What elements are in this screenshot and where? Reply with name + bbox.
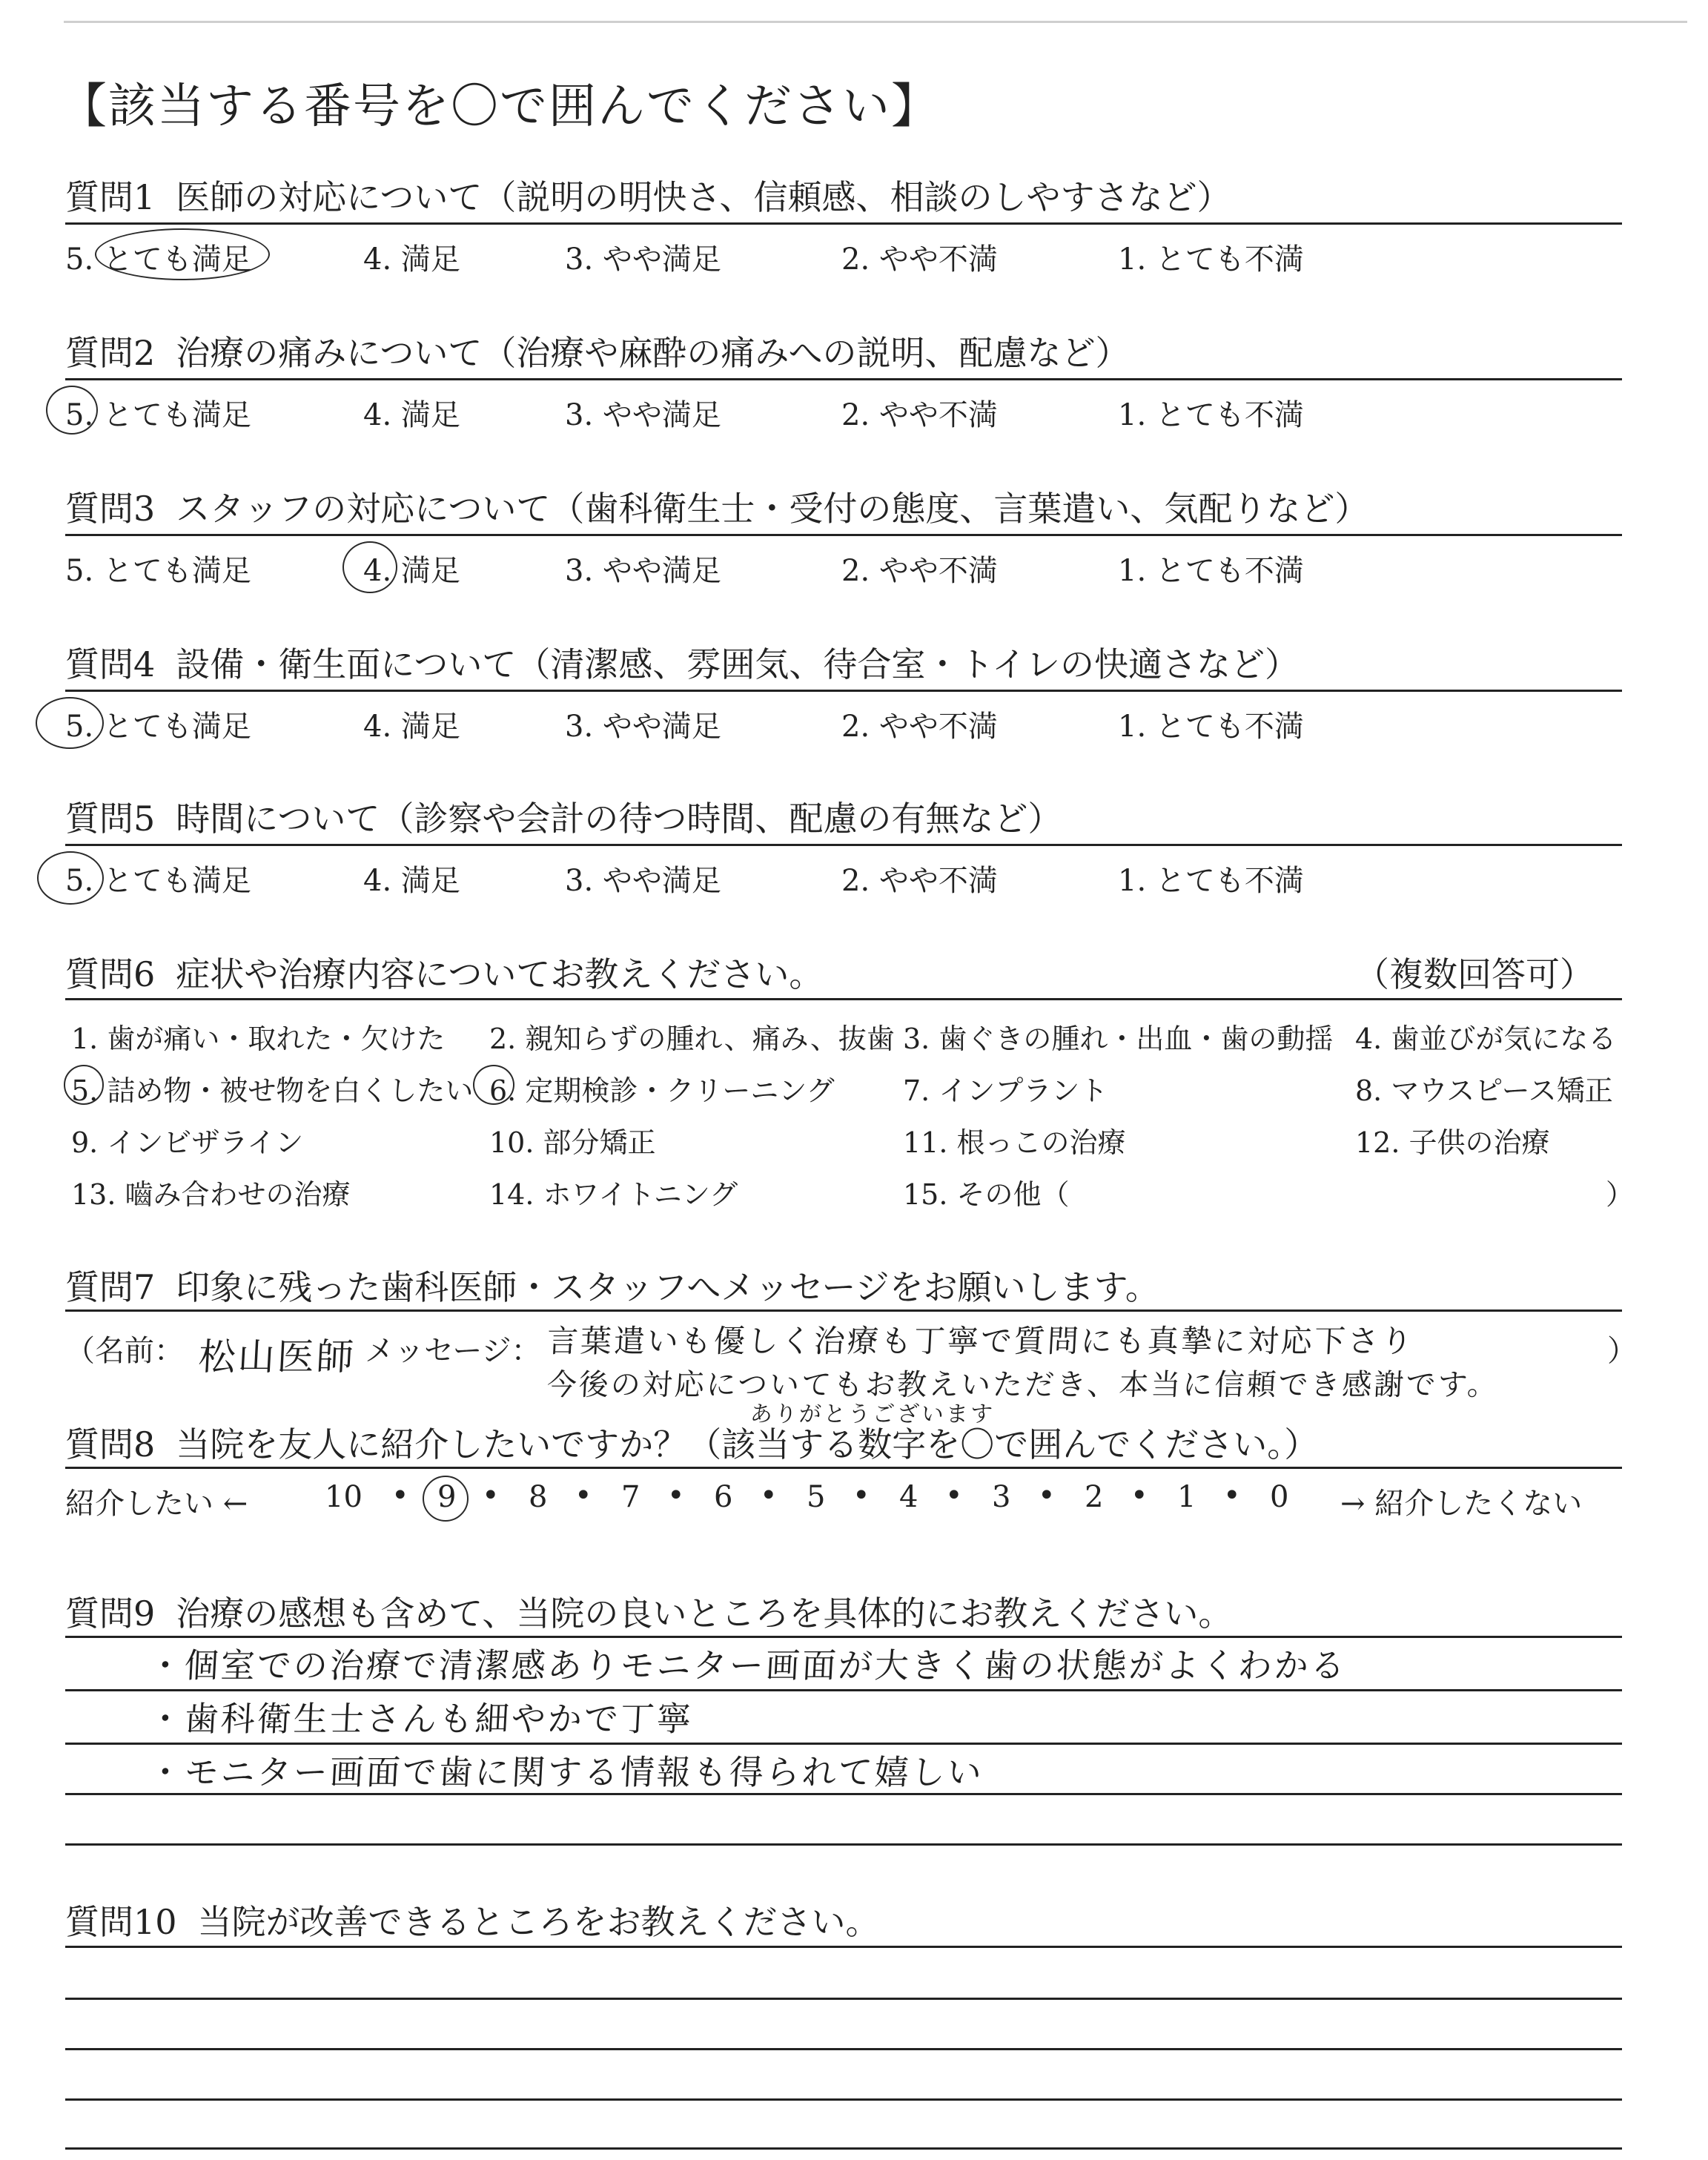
question-2-title — [65, 326, 1129, 375]
dot-separator: • — [667, 1479, 685, 1513]
question-3-rule — [65, 534, 1622, 536]
question-number: 質問2 — [65, 333, 156, 373]
selection-circle — [36, 697, 104, 749]
question-text: 設備・衛生面について（清潔感、雰囲気、待合室・トイレの快適さなど） — [176, 644, 1300, 684]
answer-line — [65, 1843, 1622, 1846]
name-label: （名前： — [65, 1334, 184, 1368]
scale-value[interactable]: 4 — [899, 1480, 918, 1514]
scale-value[interactable]: 9 — [437, 1480, 457, 1514]
option-3[interactable]: 3. やや満足 — [565, 554, 721, 588]
question-number: 質問6 — [65, 954, 156, 994]
symptom-option[interactable]: 9. インビザライン — [71, 1126, 304, 1159]
option-2[interactable]: 2. やや不満 — [841, 864, 998, 898]
question-number: 質問10 — [65, 1902, 177, 1942]
option-5[interactable]: 5. とても満足 — [65, 710, 251, 744]
option-3[interactable]: 3. やや満足 — [565, 398, 721, 432]
dot-separator: • — [1131, 1479, 1148, 1513]
option-2[interactable]: 2. やや不満 — [841, 554, 998, 588]
option-2[interactable]: 2. やや不満 — [841, 242, 998, 277]
option-4[interactable]: 4. 満足 — [363, 864, 460, 898]
other-close-paren: ） — [1606, 1178, 1635, 1211]
question-number: 質問5 — [65, 799, 156, 839]
symptom-option[interactable]: 7. インプラント — [903, 1074, 1108, 1107]
top-border — [64, 21, 1687, 23]
selection-circle — [95, 228, 270, 280]
dot-separator: • — [760, 1479, 778, 1513]
question-number: 質問1 — [65, 177, 156, 217]
answer-line[interactable] — [65, 2098, 1622, 2101]
question-number: 質問8 — [65, 1424, 156, 1464]
question-8-rule — [65, 1467, 1622, 1469]
question-text: 印象に残った歯科医師・スタッフへメッセージをお願いします。 — [176, 1267, 1159, 1307]
scale-value[interactable]: 7 — [621, 1480, 640, 1514]
symptom-option[interactable]: 15. その他（ — [903, 1178, 1070, 1211]
question-7-title — [65, 1261, 1159, 1309]
answer-line[interactable] — [65, 1998, 1622, 2000]
question-number: 質問7 — [65, 1267, 156, 1307]
symptom-option[interactable]: 10. 部分矯正 — [489, 1126, 656, 1159]
scale-value[interactable]: 5 — [807, 1480, 826, 1514]
question-text: 当院を友人に紹介したいですか？（該当する数字を〇で囲んでください。） — [176, 1424, 1319, 1464]
question-7-rule — [65, 1309, 1622, 1312]
message-line[interactable]: ありがとうございます — [749, 1401, 996, 1427]
close-paren: ） — [1607, 1334, 1637, 1368]
question-4-title — [65, 638, 1299, 687]
symptom-option[interactable]: 14. ホワイトニング — [489, 1178, 738, 1211]
question-1-rule — [65, 222, 1622, 225]
question-text: 治療の感想も含めて、当院の良いところを具体的にお教えください。 — [176, 1593, 1233, 1634]
scale-value[interactable]: 8 — [529, 1480, 548, 1514]
question-2-rule — [65, 378, 1622, 380]
answer-text[interactable]: ・歯科衛生士さんも細やかで丁寧 — [147, 1699, 695, 1739]
option-1[interactable]: 1. とても不満 — [1118, 710, 1304, 744]
symptom-option[interactable]: 3. 歯ぐきの腫れ・出血・歯の動揺 — [903, 1023, 1334, 1055]
answer-line[interactable] — [65, 2048, 1622, 2050]
page-heading: 【該当する番号を〇で囲んでください】 — [59, 79, 940, 134]
option-4[interactable]: 4. 満足 — [363, 398, 460, 432]
question-5-title — [65, 792, 1062, 841]
question-text: 症状や治療内容についてお教えください。 — [176, 954, 824, 994]
option-3[interactable]: 3. やや満足 — [565, 710, 721, 744]
answer-line — [65, 1689, 1622, 1691]
scale-value[interactable]: 1 — [1177, 1480, 1196, 1514]
answer-text[interactable]: ・個室での治療で清潔感ありモニター画面が大きく歯の状態がよくわかる — [147, 1645, 1348, 1685]
option-4[interactable]: 4. 満足 — [363, 554, 460, 588]
selection-circle — [342, 541, 397, 593]
answer-line — [65, 1636, 1622, 1638]
question-text: 当院が改善できるところをお教えください。 — [197, 1902, 880, 1942]
symptom-option[interactable]: 13. 嚙み合わせの治療 — [71, 1178, 351, 1211]
answer-line[interactable] — [65, 2147, 1622, 2150]
question-10-title — [65, 1895, 880, 1944]
selection-circle — [46, 386, 98, 435]
answer-line — [65, 1743, 1622, 1745]
scale-value[interactable]: 6 — [714, 1480, 733, 1514]
symptom-option[interactable]: 12. 子供の治療 — [1355, 1126, 1550, 1159]
option-3[interactable]: 3. やや満足 — [565, 864, 721, 898]
scale-right-label: → 紹介したくない — [1340, 1487, 1583, 1521]
dot-separator: • — [945, 1479, 963, 1513]
question-number: 質問9 — [65, 1593, 156, 1634]
option-3[interactable]: 3. やや満足 — [565, 242, 721, 277]
option-2[interactable]: 2. やや不満 — [841, 710, 998, 744]
name-value[interactable]: 松山医師 — [197, 1335, 357, 1378]
scale-left-label: 紹介したい ← — [65, 1487, 248, 1521]
option-1[interactable]: 1. とても不満 — [1118, 242, 1304, 277]
scale-value[interactable]: 3 — [992, 1480, 1011, 1514]
dot-separator: • — [1038, 1479, 1056, 1513]
question-9-title — [65, 1587, 1232, 1636]
question-6-rule — [65, 998, 1622, 1000]
option-1[interactable]: 1. とても不満 — [1118, 398, 1304, 432]
option-5[interactable]: 5. とても満足 — [65, 398, 251, 432]
dot-separator: • — [482, 1479, 500, 1513]
symptom-option[interactable]: 5. 詰め物・被せ物を白くしたい — [71, 1074, 474, 1107]
option-1[interactable]: 1. とても不満 — [1118, 554, 1304, 588]
message-label: メッセージ： — [365, 1334, 541, 1368]
option-5[interactable]: 5. とても満足 — [65, 554, 251, 588]
symptom-option[interactable]: 11. 根っこの治療 — [903, 1126, 1126, 1159]
symptom-option[interactable]: 6. 定期検診・クリーニング — [489, 1074, 835, 1107]
message-line[interactable]: 言葉遣いも優しく治療も丁寧で質問にも真摯に対応下さり — [546, 1323, 1416, 1359]
question-5-rule — [65, 844, 1622, 846]
question-1-title — [65, 171, 1231, 219]
message-line[interactable]: 今後の対応についてもお教えいただき、本当に信頼でき感謝です。 — [546, 1368, 1500, 1402]
symptom-option[interactable]: 2. 親知らずの腫れ、痛み、抜歯 — [489, 1023, 895, 1055]
question-number: 質問3 — [65, 489, 156, 529]
multiple-answer-note: （複数回答可） — [1355, 954, 1594, 994]
selection-circle — [37, 851, 104, 905]
question-number: 質問4 — [65, 644, 156, 684]
question-8-title — [65, 1418, 1318, 1467]
question-3-title — [65, 482, 1368, 531]
answer-line[interactable] — [65, 1946, 1622, 1948]
answer-text[interactable]: ・モニター画面で歯に関する情報も得られて嬉しい — [147, 1752, 985, 1792]
question-4-rule — [65, 690, 1622, 692]
dot-separator: • — [1223, 1479, 1241, 1513]
scale-value[interactable]: 10 — [325, 1480, 363, 1514]
selection-circle — [473, 1065, 514, 1105]
symptom-option[interactable]: 4. 歯並びが気になる — [1355, 1023, 1617, 1055]
selection-circle — [423, 1476, 469, 1522]
symptom-option[interactable]: 1. 歯が痛い・取れた・欠けた — [71, 1023, 446, 1055]
question-text: 医師の対応について（説明の明快さ、信頼感、相談のしやすさなど） — [176, 177, 1231, 217]
scale-value[interactable]: 0 — [1270, 1480, 1289, 1514]
option-4[interactable]: 4. 満足 — [363, 242, 460, 277]
option-5[interactable]: 5. とても満足 — [65, 864, 251, 898]
question-text: 治療の痛みについて（治療や麻酔の痛みへの説明、配慮など） — [176, 333, 1130, 373]
question-6-title — [65, 948, 823, 997]
option-2[interactable]: 2. やや不満 — [841, 398, 998, 432]
option-1[interactable]: 1. とても不満 — [1118, 864, 1304, 898]
question-text: 時間について（診察や会計の待つ時間、配慮の有無など） — [176, 799, 1062, 839]
symptom-option[interactable]: 8. マウスピース矯正 — [1355, 1074, 1613, 1107]
selection-circle — [64, 1065, 104, 1105]
option-5[interactable]: 5. とても満足 — [65, 242, 251, 277]
dot-separator: • — [853, 1479, 870, 1513]
scale-value[interactable]: 2 — [1085, 1480, 1104, 1514]
dot-separator: • — [391, 1479, 409, 1513]
question-text: スタッフの対応について（歯科衛生士・受付の態度、言葉遣い、気配りなど） — [176, 489, 1369, 529]
dot-separator: • — [575, 1479, 592, 1513]
option-4[interactable]: 4. 満足 — [363, 710, 460, 744]
